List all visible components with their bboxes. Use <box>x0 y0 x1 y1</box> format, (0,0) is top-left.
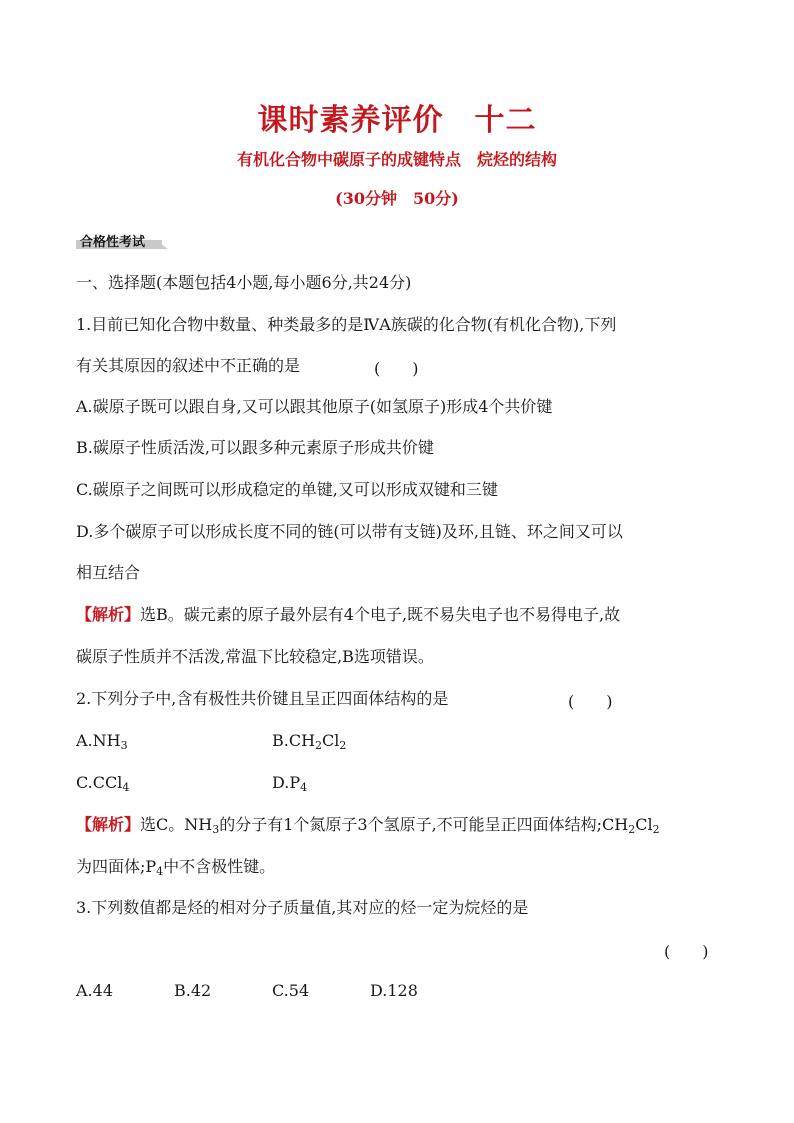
q2-analysis-p1: 选C。NH <box>140 815 213 834</box>
q1-option-b: B.碳原子性质活泼,可以跟多种元素原子形成共价键 <box>76 438 434 457</box>
page-subtitle: 有机化合物中碳原子的成键特点 烷烃的结构 <box>236 150 557 169</box>
q2-option-b-sub1: 2 <box>315 739 323 752</box>
q2-analysis-sub2: 2 <box>628 823 636 836</box>
q2-analysis-l2-p2: 中不含极性键。 <box>163 857 276 876</box>
q2-option-a-sub: 3 <box>120 739 128 752</box>
q2-analysis-p3: Cl <box>635 815 653 834</box>
q2-option-d-sub: 4 <box>300 781 308 794</box>
q1-option-a: A.碳原子既可以跟自身,又可以跟其他原子(如氢原子)形成4个共价键 <box>76 397 553 416</box>
q1-option-d-line2: 相互结合 <box>76 563 141 582</box>
section-tag-label: 合格性考试 <box>80 235 146 250</box>
q2-analysis-p2: 的分子有1个氮原子3个氢原子,不可能呈正四面体结构;CH <box>219 815 629 834</box>
q3-stem: 3.下列数值都是烃的相对分子质量值,其对应的烃一定为烷烃的是 <box>76 898 529 917</box>
q1-option-d-line1: D.多个碳原子可以形成长度不同的链(可以带有支链)及环,且链、环之间又可以 <box>76 522 623 541</box>
q2-analysis-line1 <box>76 815 660 835</box>
q3-option-b: B.42 <box>174 981 212 1000</box>
q1-analysis-text1: 选B。碳元素的原子最外层有4个电子,既不易失电子也不易得电子,故 <box>140 605 621 624</box>
q3-option-a: A.44 <box>76 981 113 1000</box>
q2-option-b-mid: Cl <box>322 731 340 750</box>
q2-analysis-l2-p1: 为四面体;P <box>76 857 157 876</box>
q2-option-b <box>272 731 346 751</box>
q2-option-b-text: B.CH <box>272 731 316 750</box>
q2-option-a <box>76 731 128 751</box>
q1-answer-paren: ( ) <box>374 359 419 378</box>
q1-stem-line1: 1.目前已知化合物中数量、种类最多的是ⅣA族碳的化合物(有机化合物),下列 <box>76 315 617 334</box>
time-score-note: (30分钟 50分) <box>335 189 459 208</box>
q2-analysis-sub1: 3 <box>212 823 220 836</box>
q3-answer-paren: ( ) <box>664 942 709 961</box>
q2-answer-paren: ( ) <box>568 692 613 711</box>
q2-analysis-sub3: 2 <box>652 823 660 836</box>
part-heading: 一、选择题(本题包括4小题,每小题6分,共24分) <box>76 273 412 292</box>
q2-option-d-text: D.P <box>272 773 301 792</box>
q2-analysis-l2-sub: 4 <box>156 865 164 878</box>
q2-option-d <box>272 773 307 793</box>
q1-analysis-line1 <box>76 605 620 625</box>
q1-option-c: C.碳原子之间既可以形成稳定的单键,又可以形成双键和三键 <box>76 480 498 499</box>
q3-option-d: D.128 <box>370 981 418 1000</box>
q2-option-a-text: A.NH <box>76 731 121 750</box>
q2-analysis-line2 <box>76 857 275 877</box>
section-tag-slant <box>156 240 168 249</box>
q2-option-c-sub: 4 <box>122 781 130 794</box>
q1-analysis-line2: 碳原子性质并不活泼,常温下比较稳定,B选项错误。 <box>76 647 434 666</box>
q2-analysis-tag: 【解析】 <box>76 815 141 834</box>
q2-option-c-text: C.CCl <box>76 773 123 792</box>
q2-stem: 2.下列分子中,含有极性共价键且呈正四面体结构的是 <box>76 689 449 708</box>
q1-analysis-tag: 【解析】 <box>76 605 141 624</box>
q1-stem-line2: 有关其原因的叙述中不正确的是 <box>76 356 301 375</box>
q2-option-c <box>76 773 129 793</box>
section-tag <box>76 231 172 251</box>
page-title: 课时素养评价 十二 <box>257 103 537 138</box>
q2-option-b-sub2: 2 <box>339 739 347 752</box>
q3-option-c: C.54 <box>272 981 310 1000</box>
